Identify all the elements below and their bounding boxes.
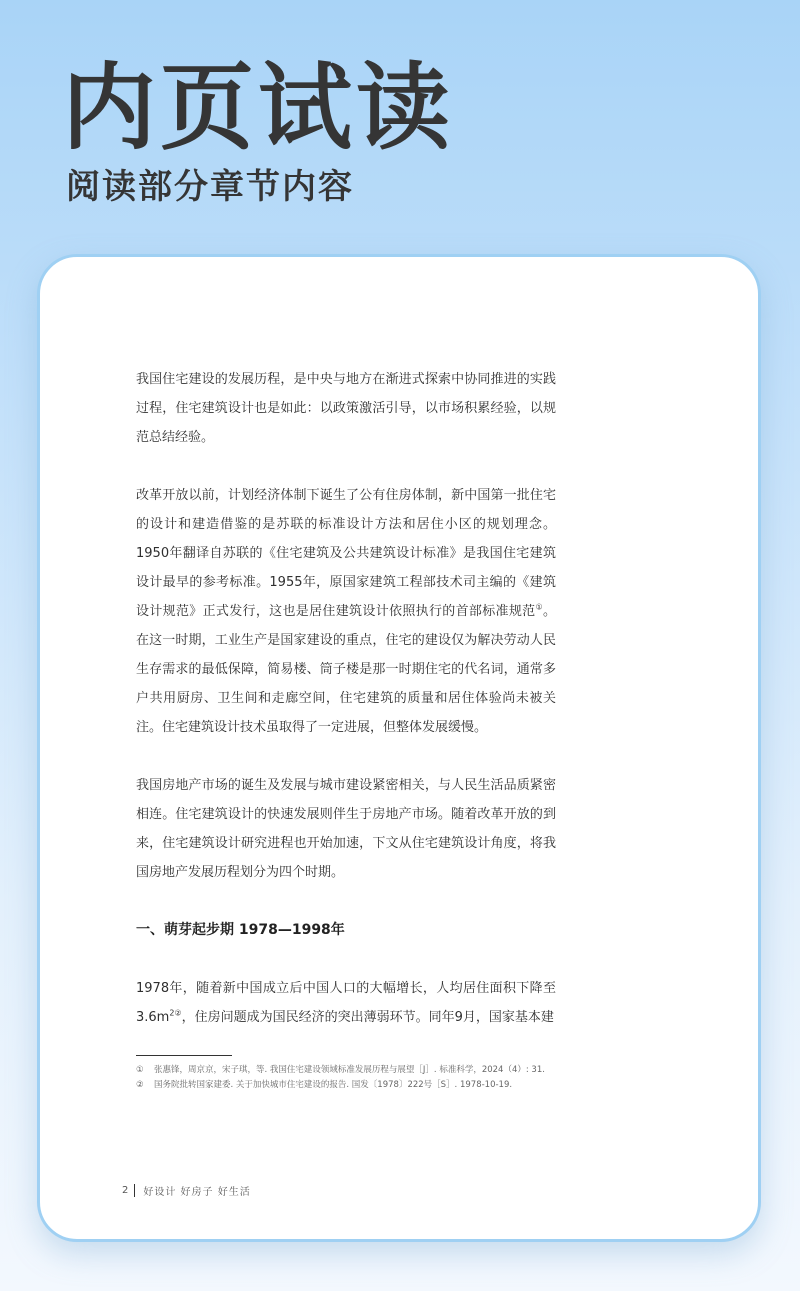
page-body: [136, 365, 556, 1061]
paragraph-pre-reform-text-b: 。在这一时期，工业生产是国家建设的重点，住宅的建设仅为解决劳动人民生存需求的最低保障，简易楼、筒子楼是那一时期住宅的代名词，通常多户共用厨房、卫生间和走廊空间，住宅建筑的质量和居住体验尚未被关注。住宅建筑设计技术虽取得了一定进展，但整体发展缓慢。: [136, 604, 556, 735]
page-title: 内页试读: [62, 54, 455, 163]
footnote-item: [136, 1078, 556, 1093]
footnotes: [136, 1063, 556, 1093]
footnote-ref-2: 2②: [169, 1008, 182, 1018]
footnote-item: [136, 1063, 556, 1078]
section-heading: 一、萌芽起步期 1978—1998年: [136, 922, 345, 938]
paragraph-section-text-b: ，住房问题成为国民经济的突出薄弱环节。同年9月，国家基本建: [181, 1010, 554, 1025]
paragraph-intro: 我国住宅建设的发展历程，是中央与地方在渐进式探索中协同推进的实践过程，住宅建筑设计也是如此：以政策激活引导，以市场积累经验，以规范总结经验。: [136, 372, 556, 445]
footnote-ref-1: ①: [535, 602, 543, 612]
footer-slogan: 好设计 好房子 好生活: [143, 1187, 251, 1198]
paragraph-pre-reform-text-a: 改革开放以前，计划经济体制下诞生了公有住房体制，新中国第一批住宅的设计和建造借鉴的是苏联的标准设计方法和居住小区的规划理念。1950年翻译自苏联的《住宅建筑及公共建筑设计标准》是我国住宅建筑设计最早的参考标准。1955年，原国家建筑工程部技术司主编的《建筑设计规范》正式发行，这也是居住建筑设计依照执行的首部标准规范: [136, 488, 556, 619]
page-subtitle: 阅读部分章节内容: [66, 167, 354, 207]
footer-divider: [134, 1184, 135, 1197]
paragraph-section: [136, 974, 556, 1032]
paragraph-market: 我国房地产市场的诞生及发展与城市建设紧密相关，与人民生活品质紧密相连。住宅建筑设计的快速发展则伴生于房地产市场。随着改革开放的到来，住宅建筑设计研究进程也开始加速，下文从住宅建筑设计角度，将我国房地产发展历程划分为四个时期。: [136, 778, 556, 880]
footnote-text: 张惠锋，周京京，宋子琪，等. 我国住宅建设领域标准发展历程与展望［J］. 标准科学，2024（4）: 31.: [154, 1065, 545, 1075]
page-footer: [122, 1183, 251, 1198]
paragraph-pre-reform: [136, 481, 556, 742]
paragraph-section-text-a: 1978年，随着新中国成立后中国人口的大幅增长，人均居住面积下降至3.6m: [136, 981, 556, 1025]
footnote-text: 国务院批转国家建委. 关于加快城市住宅建设的报告. 国发〔1978〕222号［S］. 1978-10-19.: [154, 1080, 513, 1090]
footnote-mark: ②: [136, 1080, 144, 1090]
book-page-card: [37, 254, 761, 1242]
page-number: 2: [122, 1185, 129, 1196]
footnote-mark: ①: [136, 1065, 144, 1075]
footnote-divider: [136, 1055, 232, 1056]
